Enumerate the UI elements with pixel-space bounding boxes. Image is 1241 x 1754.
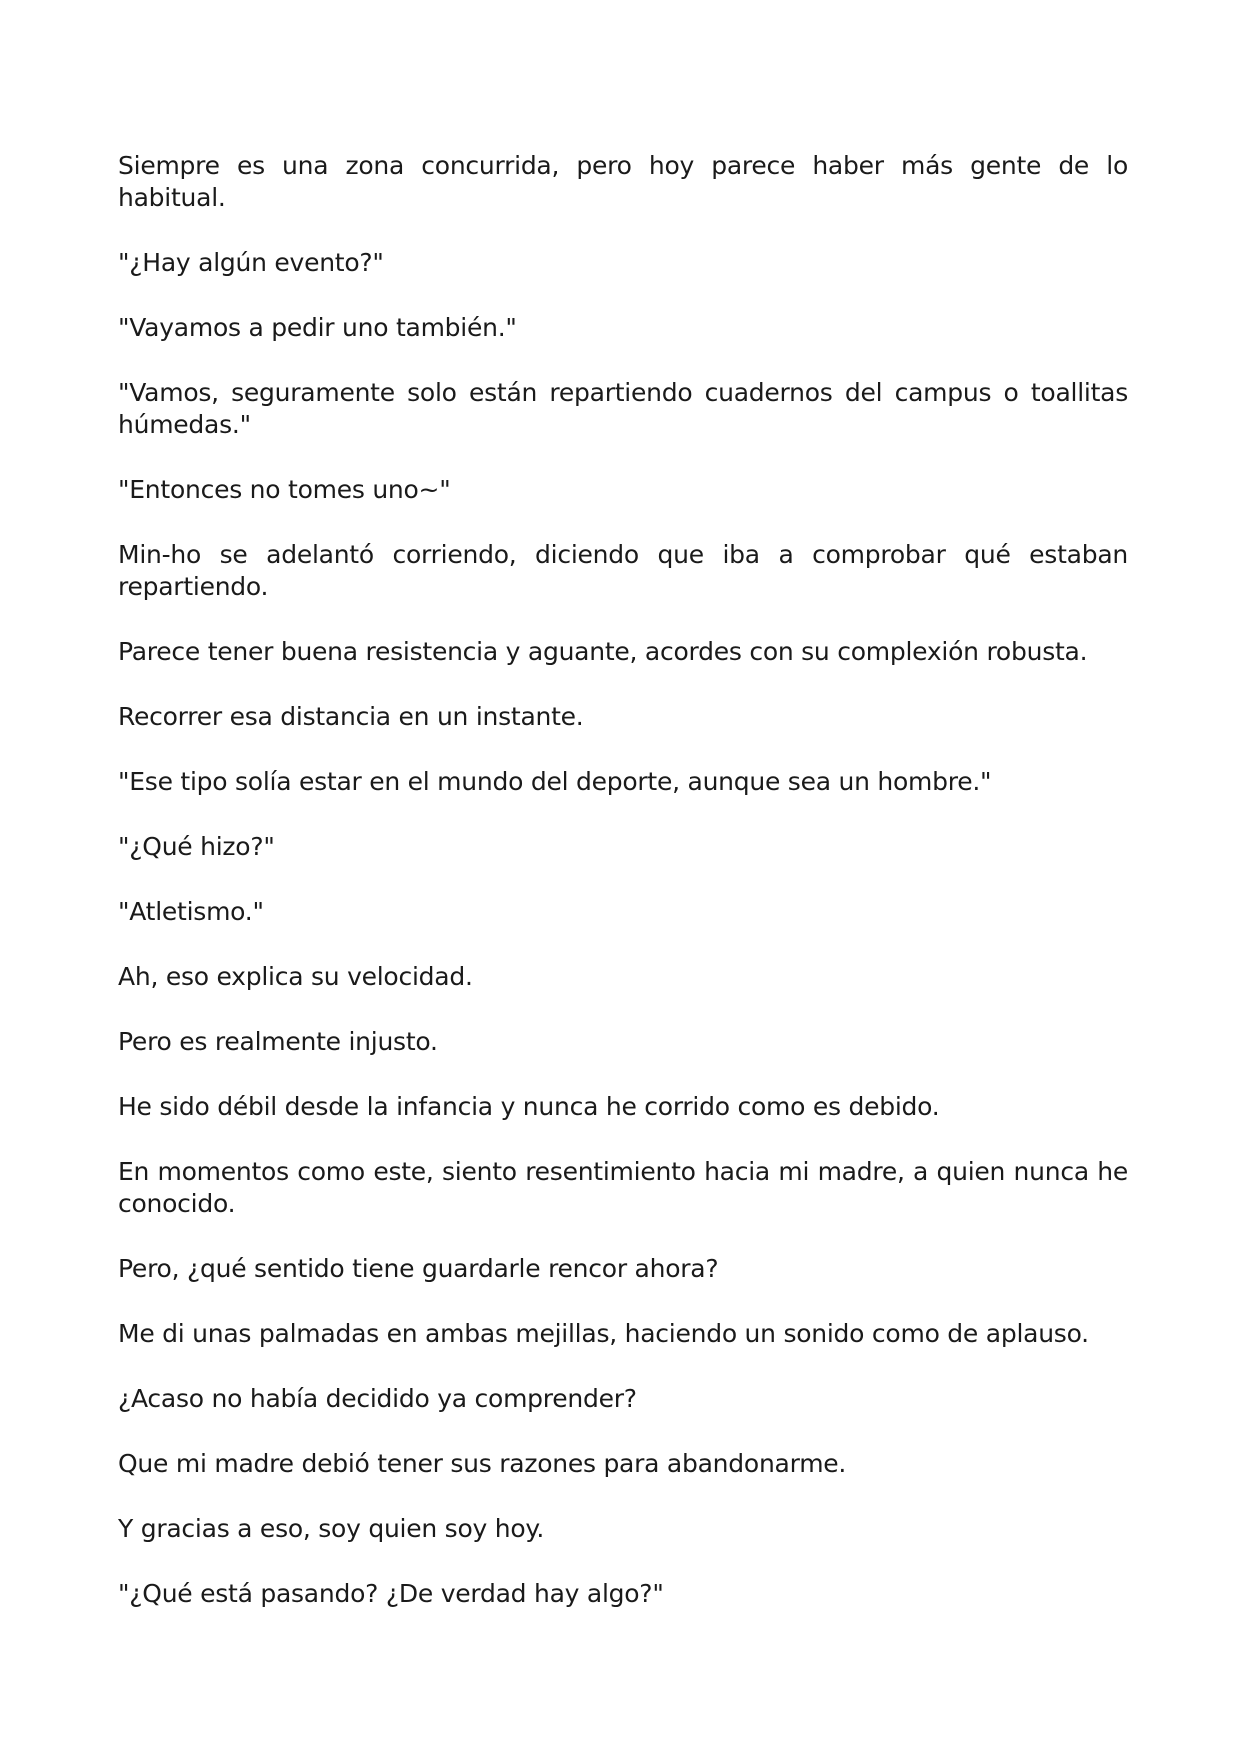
paragraph: ¿Acaso no había decidido ya comprender?: [118, 1384, 637, 1413]
paragraph: Me di unas palmadas en ambas mejillas, haciendo un sonido como de aplauso.: [118, 1319, 1089, 1348]
paragraph: Ah, eso explica su velocidad.: [118, 962, 473, 991]
paragraph: Y gracias a eso, soy quien soy hoy.: [118, 1514, 545, 1543]
paragraph: "¿Qué hizo?": [118, 832, 275, 861]
paragraph: Parece tener buena resistencia y aguante, acordes con su complexión robusta.: [118, 637, 1088, 666]
paragraph: Min-ho se adelantó corriendo, diciendo que iba a comprobar qué estaban repartiendo.: [118, 540, 1128, 601]
paragraph: "Vamos, seguramente solo están repartiendo cuadernos del campus o toallitas húmedas.": [118, 378, 1128, 439]
paragraph: Recorrer esa distancia en un instante.: [118, 702, 584, 731]
paragraph: Que mi madre debió tener sus razones para abandonarme.: [118, 1449, 847, 1478]
paragraph: "¿Hay algún evento?": [118, 248, 384, 277]
text-body: [118, 150, 1128, 1643]
paragraph: "¿Qué está pasando? ¿De verdad hay algo?": [118, 1579, 664, 1608]
paragraph: Pero, ¿qué sentido tiene guardarle rencor ahora?: [118, 1254, 719, 1283]
paragraph: He sido débil desde la infancia y nunca he corrido como es debido.: [118, 1092, 940, 1121]
paragraph: "Atletismo.": [118, 897, 264, 926]
paragraph: "Vayamos a pedir uno también.": [118, 313, 517, 342]
paragraph: "Ese tipo solía estar en el mundo del deporte, aunque sea un hombre.": [118, 767, 992, 796]
paragraph: Pero es realmente injusto.: [118, 1027, 438, 1056]
paragraph: Siempre es una zona concurrida, pero hoy parece haber más gente de lo habitual.: [118, 151, 1128, 212]
paragraph: En momentos como este, siento resentimiento hacia mi madre, a quien nunca he conocido.: [118, 1157, 1128, 1218]
paragraph: "Entonces no tomes uno~": [118, 475, 451, 504]
